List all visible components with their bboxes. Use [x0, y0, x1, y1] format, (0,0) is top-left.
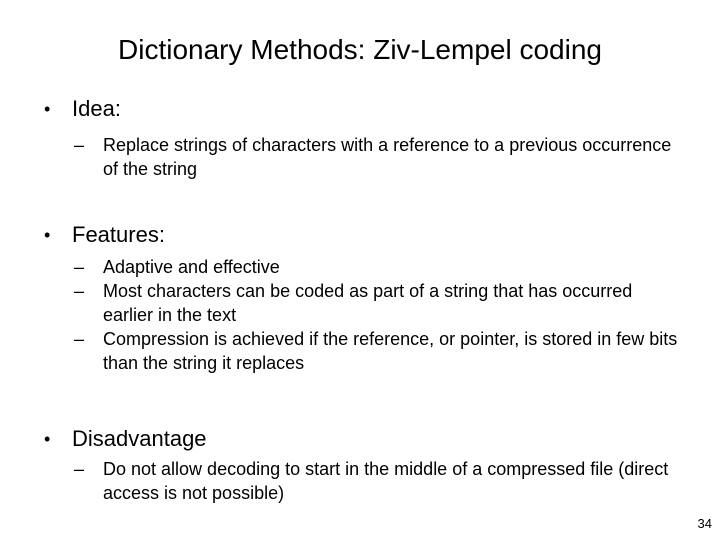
features-item-2: Most characters can be coded as part of a string that has occurred earlier in the text	[103, 281, 633, 325]
bullet-icon: •	[44, 225, 51, 245]
idea-item-1: Replace strings of characters with a reference to a previous occurrence of the string	[103, 135, 672, 179]
idea-sub-list	[74, 133, 684, 181]
disadvantage-sub-list	[74, 457, 684, 505]
bullet-icon: •	[44, 99, 51, 119]
features-item-3: Compression is achieved if the reference, or pointer, is stored in few bits than the string it replaces	[103, 329, 678, 373]
dash-icon: –	[74, 459, 85, 479]
heading-features: Features:	[72, 222, 165, 247]
disadvantage-item-1: Do not allow decoding to start in the middle of a compressed file (direct access is not possible)	[103, 459, 669, 503]
list-item	[74, 327, 684, 375]
features-sub-list	[74, 255, 684, 375]
bullet-icon: •	[44, 429, 51, 449]
heading-idea: Idea:	[72, 96, 121, 121]
dash-icon: –	[74, 329, 85, 349]
list-item	[74, 255, 684, 279]
dash-icon: –	[74, 281, 85, 301]
list-item	[74, 279, 684, 327]
slide-title: Dictionary Methods: Ziv-Lempel coding	[118, 34, 602, 65]
list-item	[74, 457, 684, 505]
heading-disadvantage: Disadvantage	[72, 426, 207, 451]
dash-icon: –	[74, 135, 85, 155]
dash-icon: –	[74, 257, 85, 277]
page-number: 34	[697, 516, 712, 531]
features-item-1: Adaptive and effective	[103, 257, 280, 277]
list-item	[74, 133, 684, 181]
